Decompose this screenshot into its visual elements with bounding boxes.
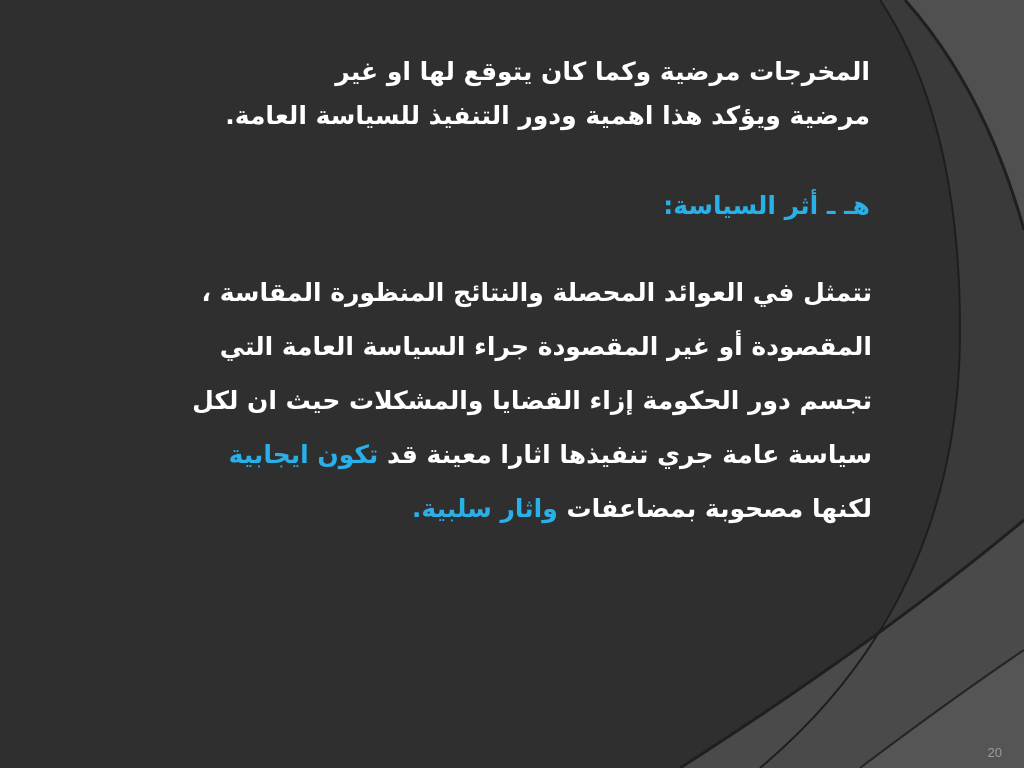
body-line-4-highlight: تكون ايجابية (228, 440, 379, 469)
intro-line-2: مرضية ويؤكد هذا اهمية ودور التنفيذ للسياسة العامة. (225, 101, 870, 130)
page-number: 20 (987, 745, 1002, 760)
body-line-5-highlight: واثار سلبية. (411, 494, 558, 523)
section-heading: هـ ـ أثر السياسة: (663, 191, 870, 220)
body-line-4-text: سياسة عامة جري تنفيذها اثارا معينة قد (378, 440, 872, 469)
body-paragraph (40, 266, 872, 536)
intro-paragraph (100, 50, 870, 138)
body-line-5-text: لكنها مصحوبة بمضاعفات (557, 494, 872, 523)
body-line-3: تجسم دور الحكومة إزاء القضايا والمشكلات حيث ان لكل (192, 386, 872, 415)
intro-line-1: المخرجات مرضية وكما كان يتوقع لها او غير (335, 57, 870, 86)
body-line-4 (40, 428, 872, 482)
body-line-5 (40, 482, 872, 536)
body-line-2: المقصودة أو غير المقصودة جراء السياسة العامة التي (219, 332, 872, 361)
body-line-1: تتمثل في العوائد المحصلة والنتائج المنظورة المقاسة ، (201, 278, 872, 307)
